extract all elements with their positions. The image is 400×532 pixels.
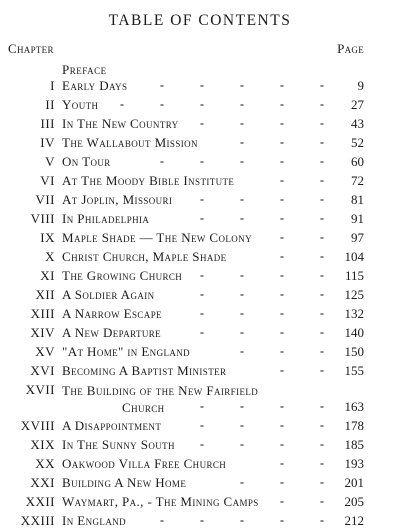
chapter-title: In Philadelphia <box>62 211 150 226</box>
chapter-title: Building A New Home <box>62 475 187 490</box>
page-number: 43 <box>351 116 364 131</box>
chapter-title: Waymart, Pa., - The Mining Camps <box>62 494 259 509</box>
leader-dash: - <box>280 97 284 111</box>
leader-dash: - <box>280 211 284 225</box>
page-number: 178 <box>344 418 364 433</box>
chapter-title: "At Home" in England <box>62 344 191 359</box>
leader-dash: - <box>320 399 324 413</box>
leader-dash: - <box>200 97 204 111</box>
chapter-title: Oakwood Villa Free Church <box>62 456 227 471</box>
toc-entry <box>0 494 400 513</box>
leader-dash: - <box>240 325 244 339</box>
leader-dash: - <box>280 494 284 508</box>
page-number: 104 <box>344 249 364 264</box>
leader-dash: - <box>320 494 324 508</box>
toc-entry <box>0 97 400 116</box>
chapter-number: III <box>40 116 55 131</box>
chapter-number: IX <box>40 230 55 245</box>
leader-dash: - <box>280 513 284 527</box>
page-number: 193 <box>344 456 364 471</box>
toc-entry <box>0 437 400 456</box>
page-number: 132 <box>344 306 364 321</box>
page-number: 27 <box>351 97 364 112</box>
leader-dash: - <box>200 287 204 301</box>
leader-dash: - <box>240 211 244 225</box>
leader-dash: - <box>320 287 324 301</box>
leader-dash: - <box>240 437 244 451</box>
leader-dash: - <box>320 97 324 111</box>
chapter-number: XXIII <box>20 513 55 528</box>
leader-dash: - <box>200 268 204 282</box>
leader-dash: - <box>280 135 284 149</box>
leader-dash: - <box>240 418 244 432</box>
toc-entry <box>0 363 400 382</box>
page-number: 140 <box>344 325 364 340</box>
chapter-title-line: The Building of the New Fairfield <box>62 383 259 398</box>
page-number: 212 <box>344 513 364 528</box>
toc-entry <box>0 173 400 192</box>
page-number: 81 <box>351 192 364 207</box>
chapter-number: IV <box>40 135 55 150</box>
page-number: 60 <box>351 154 364 169</box>
chapter-title: In The New Country <box>62 116 179 131</box>
toc-entry <box>0 344 400 363</box>
chapter-number: XXI <box>30 475 55 490</box>
toc-entry <box>0 211 400 230</box>
leader-dash: - <box>240 97 244 111</box>
chapter-number: II <box>45 97 55 112</box>
leader-dash: - <box>320 418 324 432</box>
leader-dash: - <box>280 78 284 92</box>
toc-entry <box>0 249 400 268</box>
leader-dash: - <box>240 154 244 168</box>
toc-entry <box>0 230 400 249</box>
leader-dash: - <box>280 173 284 187</box>
leader-dash: - <box>280 325 284 339</box>
leader-dash: - <box>320 325 324 339</box>
leader-dash: - <box>200 78 204 92</box>
leader-dash: - <box>280 287 284 301</box>
chapter-title: The Wallabout Mission <box>62 135 198 150</box>
leader-dash: - <box>280 154 284 168</box>
leader-dash: - <box>280 230 284 244</box>
chapter-title: On Tour <box>62 154 111 169</box>
chapter-title: Early Days <box>62 78 128 93</box>
leader-dash: - <box>200 513 204 527</box>
page-number: 115 <box>344 268 364 283</box>
toc-entry <box>0 135 400 154</box>
page-number: 97 <box>351 230 364 245</box>
page-number: 72 <box>351 173 364 188</box>
leader-dash: - <box>280 418 284 432</box>
page-number: 150 <box>344 344 364 359</box>
leader-dash: - <box>160 78 164 92</box>
leader-dash: - <box>320 268 324 282</box>
toc-entry <box>0 268 400 287</box>
page-number: 91 <box>351 211 364 226</box>
leader-dash: - <box>320 363 324 377</box>
page-number: 201 <box>344 475 364 490</box>
chapter-number: VII <box>35 192 55 207</box>
chapter-title: At Joplin, Missouri <box>62 192 173 207</box>
leader-dash: - <box>320 211 324 225</box>
preface-entry: Preface <box>62 62 107 77</box>
leader-dash: - <box>240 399 244 413</box>
toc-entry <box>0 325 400 344</box>
leader-dash: - <box>280 456 284 470</box>
leader-dash: - <box>240 344 244 358</box>
leader-dash: - <box>240 475 244 489</box>
toc-entry <box>0 382 400 418</box>
toc-entry <box>0 475 400 494</box>
leader-dash: - <box>320 249 324 263</box>
chapter-title: A Narrow Escape <box>62 306 163 321</box>
chapter-title: Youth <box>62 97 99 112</box>
chapter-title: In England <box>62 513 127 528</box>
leader-dash: - <box>200 399 204 413</box>
chapter-title: A New Departure <box>62 325 162 340</box>
page-column-heading: Page <box>337 41 364 56</box>
chapter-number: XI <box>40 268 55 283</box>
leader-dash: - <box>160 513 164 527</box>
leader-dash: - <box>200 418 204 432</box>
page-number: 205 <box>344 494 364 509</box>
leader-dash: - <box>320 192 324 206</box>
chapter-number: XXII <box>25 494 55 509</box>
toc-entry <box>0 418 400 437</box>
chapter-title: At The Moody Bible Institute <box>62 173 235 188</box>
toc-entry <box>0 513 400 532</box>
chapter-number: VI <box>40 173 55 188</box>
chapter-number: XVII <box>25 382 55 397</box>
leader-dash: - <box>280 306 284 320</box>
chapter-title-line: Church <box>122 400 165 415</box>
leader-dash: - <box>200 116 204 130</box>
leader-dash: - <box>120 97 124 111</box>
chapter-column-heading: Chapter <box>8 41 54 56</box>
leader-dash: - <box>320 475 324 489</box>
page-title: TABLE OF CONTENTS <box>108 12 292 29</box>
leader-dash: - <box>280 268 284 282</box>
chapter-number: XV <box>35 344 55 359</box>
chapter-number: I <box>50 78 55 93</box>
leader-dash: - <box>240 268 244 282</box>
toc-entry <box>0 116 400 135</box>
toc-entry <box>0 287 400 306</box>
chapter-title: The Growing Church <box>62 268 183 283</box>
page-number: 185 <box>344 437 364 452</box>
leader-dash: - <box>320 437 324 451</box>
leader-dash: - <box>240 306 244 320</box>
page-number: 155 <box>344 363 364 378</box>
toc-list <box>0 78 400 532</box>
leader-dash: - <box>160 154 164 168</box>
page-number: 9 <box>357 78 364 93</box>
leader-dash: - <box>240 78 244 92</box>
chapter-title: In The Sunny South <box>62 437 175 452</box>
leader-dash: - <box>320 513 324 527</box>
leader-dash: - <box>240 116 244 130</box>
chapter-title: A Soldier Again <box>62 287 155 302</box>
leader-dash: - <box>240 192 244 206</box>
leader-dash: - <box>320 306 324 320</box>
leader-dash: - <box>280 192 284 206</box>
leader-dash: - <box>280 249 284 263</box>
chapter-number: XIX <box>30 437 55 452</box>
toc-entry <box>0 456 400 475</box>
page-number: 163 <box>344 399 364 414</box>
leader-dash: - <box>320 154 324 168</box>
leader-dash: - <box>200 325 204 339</box>
toc-entry <box>0 192 400 211</box>
chapter-number: XII <box>35 287 55 302</box>
leader-dash: - <box>200 306 204 320</box>
leader-dash: - <box>200 192 204 206</box>
toc-entry <box>0 306 400 325</box>
leader-dash: - <box>320 344 324 358</box>
leader-dash: - <box>320 230 324 244</box>
leader-dash: - <box>280 399 284 413</box>
chapter-title: Maple Shade — The New Colony <box>62 230 252 245</box>
chapter-title <box>62 382 332 416</box>
chapter-number: V <box>45 154 55 169</box>
leader-dash: - <box>320 116 324 130</box>
leader-dash: - <box>200 211 204 225</box>
chapter-number: XVIII <box>20 418 55 433</box>
chapter-number: X <box>45 249 55 264</box>
leader-dash: - <box>280 116 284 130</box>
chapter-title: Christ Church, Maple Shade <box>62 249 227 264</box>
chapter-title: A Disappointment <box>62 418 162 433</box>
leader-dash: - <box>320 456 324 470</box>
leader-dash: - <box>280 363 284 377</box>
chapter-number: XVI <box>30 363 55 378</box>
chapter-number: XIV <box>30 325 55 340</box>
leader-dash: - <box>200 154 204 168</box>
chapter-number: VIII <box>30 211 55 226</box>
page-number: 125 <box>344 287 364 302</box>
leader-dash: - <box>320 135 324 149</box>
leader-dash: - <box>160 97 164 111</box>
leader-dash: - <box>240 513 244 527</box>
toc-entry <box>0 78 400 97</box>
leader-dash: - <box>240 287 244 301</box>
chapter-title: Becoming A Baptist Minister <box>62 363 227 378</box>
leader-dash: - <box>320 173 324 187</box>
chapter-number: XIII <box>30 306 55 321</box>
leader-dash: - <box>240 135 244 149</box>
toc-entry <box>0 154 400 173</box>
leader-dash: - <box>200 437 204 451</box>
leader-dash: - <box>280 344 284 358</box>
page-number: 52 <box>351 135 364 150</box>
leader-dash: - <box>280 437 284 451</box>
leader-dash: - <box>280 475 284 489</box>
chapter-number: XX <box>35 456 55 471</box>
leader-dash: - <box>320 78 324 92</box>
